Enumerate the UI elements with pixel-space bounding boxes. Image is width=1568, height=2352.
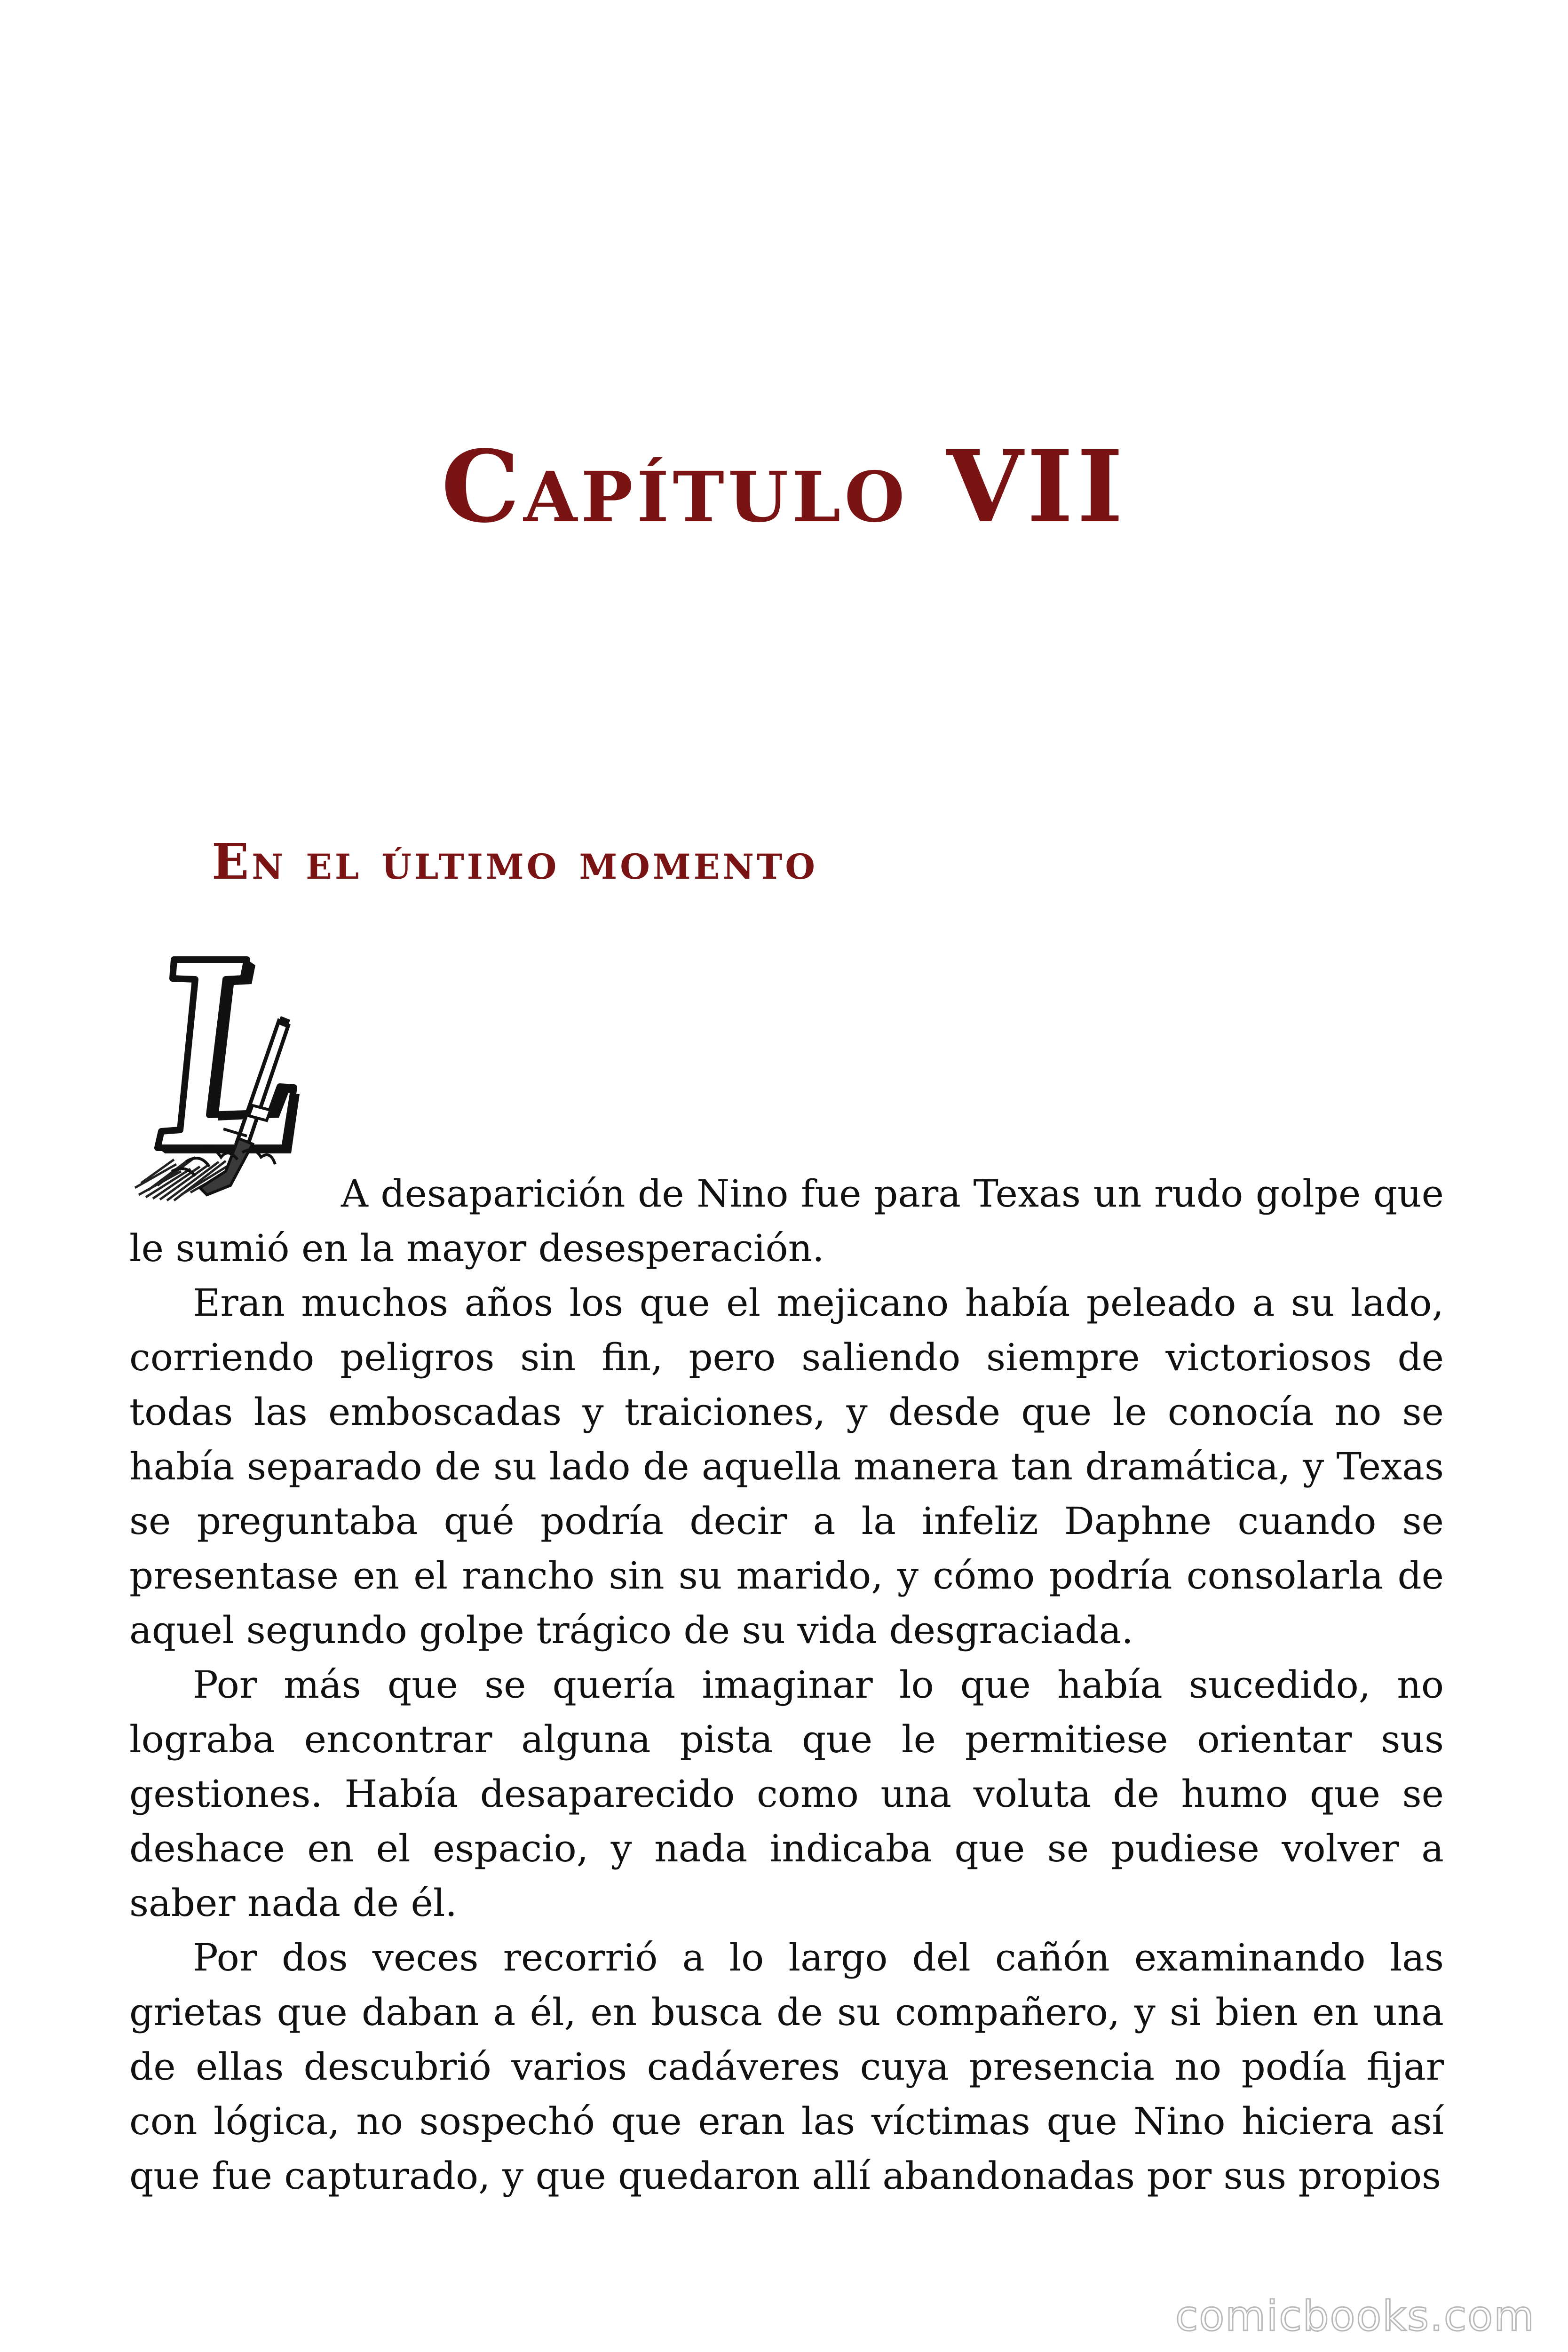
site-watermark: comicbooks.com (1175, 2292, 1535, 2340)
chapter-subtitle: En el último momento (212, 833, 818, 890)
paragraph-2: Eran muchos años los que el mejicano había peleado a su lado, corriendo peligros sin fin, pero saliendo siempre victoriosos de todas las emboscadas y traiciones, y desde que le conocía no se había separado de su lado de aquella manera tan dramática, y Texas se preguntaba qué podría decir a la infeliz Daphne cuando se presentase en el rancho sin su marido, y cómo podría consolarla de aquel segundo golpe trágico de su vida desgraciada. (129, 1281, 1444, 1652)
rifle-drop-cap-illustration (129, 950, 339, 1204)
paragraph-4: Por dos veces recorrió a lo largo del cañón examinando las grietas que daban a él, en busca de su compañero, y si bien en una de ellas descubrió varios cadáveres cuya presencia no podía fijar con lógica, no sospechó que eran las víctimas que Nino hiciera así que fue capturado, y que quedaron allí abandonadas por sus propios (129, 1936, 1444, 2198)
paragraph-1-text: A desaparición de Nino fue para Texas un rudo golpe que le sumió en la mayor desesperación. (129, 1172, 1444, 1270)
drop-cap-spacer (129, 1202, 341, 1207)
chapter-body (129, 1167, 1444, 2203)
paragraph-3: Por más que se quería imaginar lo que había sucedido, no lograba encontrar alguna pista que le permitiese orientar sus gestiones. Había desaparecido como una voluta de humo que se deshace en el espacio, y nada indicaba que se pudiese volver a saber nada de él. (129, 1663, 1444, 1925)
paragraph-1 (129, 1167, 1444, 1276)
chapter-title: Capítulo VII (441, 429, 1127, 545)
